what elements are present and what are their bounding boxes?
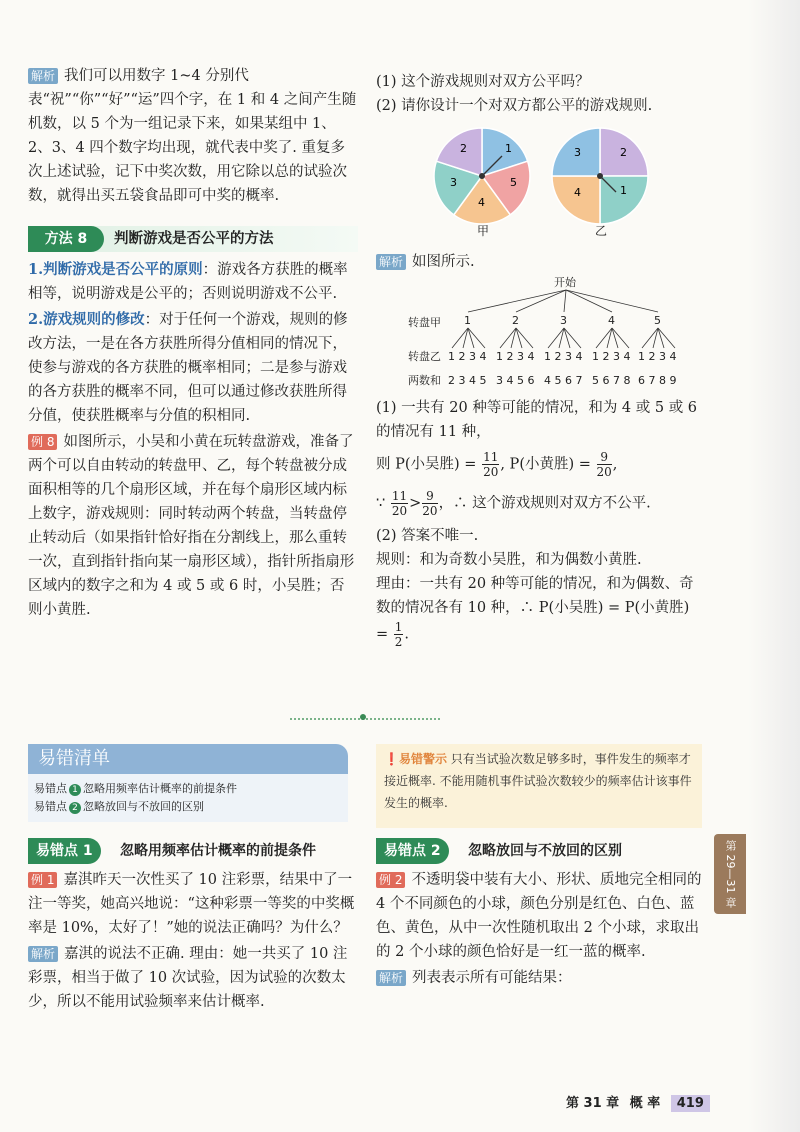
tree-diagram [376,272,702,394]
tree-sum-1: 2 3 4 5 [448,374,487,387]
frac-den: 20 [391,504,408,518]
tree-sum-4: 5 6 7 8 [592,374,631,387]
equals: = [376,626,389,643]
tree-b-group-4: 1 2 3 4 [592,350,631,363]
divider-dot [360,714,366,720]
warning-tag: 易错警示 [398,752,447,766]
rule-1 [28,258,358,306]
method-body [28,258,358,624]
rule-1-text: ：游戏各方获胜的概率相等，说明游戏是公平的；否则说明游戏不公平. [28,262,348,302]
tree-b-group-5: 1 2 3 4 [638,350,677,363]
frac-num: 1 [394,620,403,634]
warning-text: 只有当试验次数足够多时，事件发生的频率才接近概率. 不能用随机事件试验次数较少的频率估计该事件发生的概率. [384,752,692,810]
yicuo-list [28,774,348,822]
warning-box [376,744,702,828]
frac-den: 20 [422,504,438,518]
answer-1-p-huang: , P(小黄胜) = [500,456,591,473]
question-2: (2) 请你设计一个对双方都公平的游戏规则. [376,98,653,114]
frac-num: 9 [422,489,437,504]
rule-1-label: 1.判断游戏是否公平的原则 [28,261,203,278]
wheel-a-num-1: 1 [505,142,512,155]
left-column [28,64,358,210]
tree-sum-5: 6 7 8 9 [638,374,677,387]
tree-sum-2: 3 4 5 6 [496,374,535,387]
tree-row-sum-label: 两数和 [408,374,441,387]
err1-title: 忽略用频率估计概率的前提条件 [120,843,316,859]
wheel-b-num-4: 4 [574,186,581,199]
answer-1-line-2: 则 P(小吴胜) = $\frac{11}{20}$ , P(小黄胜) = $\frac{9}{20}$ , [376,450,618,479]
frac-den: 2 [394,635,403,649]
jiexi-text: 我们可以用数字 1~4 分别代表“祝”“你”“好”“运”四个字，在 1 和 4 之间产生随机数，以 5 个为一组记录下来，如果某组中 1、2、3、4 四个数字均出现，就代表中奖了. 重复多次上述试验，记下中奖次数，用它除以总的试验次数，就得出买五袋食品即可中奖的概率. [28,68,357,204]
answer-1-p-wu: 则 P(小吴胜) = [376,456,477,473]
jiexi-paragraph-1 [28,64,358,208]
frac-num: 11 [391,489,408,503]
rule-2-text: ：对于任何一个游戏，规则的修改方法，一是在各方获胜所得分值相同的情况下，使参与游戏的各方获胜的概率相同；二是参与游戏的各方获胜的概率不同，但可以通过修改获胜所得分值，使获胜概率与分值的积相同. [28,312,348,424]
yicuo-item-label: 易错点 [34,782,67,795]
wheel-a-label: 甲 [477,224,490,238]
answer-2-line-3: 理由：一共有 20 种等可能的情况，和为偶数、奇数的情况各有 10 种，∴ P(小吴胜) = P(小黄胜) [376,576,694,616]
yicuo-header: 易错清单 [28,744,348,774]
err1-example-badge: 例 1 [28,872,57,888]
tree-sum-3: 4 5 6 7 [544,374,583,387]
err2-tag: 易错点 2 [376,838,449,864]
answer-2-line-4: = $\frac{1}{2}$ . [376,620,410,649]
wheel-a [434,128,530,224]
warning-icon: ❗ [384,752,399,766]
err2-example [376,868,702,964]
tree-b-group-2: 1 2 3 4 [496,350,535,363]
jiexi-2-badge: 解析 [376,254,406,270]
footer-chapter: 第 31 章 [566,1096,620,1111]
yicuo-item-text: 忽略用频率估计概率的前提条件 [83,782,237,795]
yicuo-num-badge: 1 [69,784,81,796]
yicuo-item-label: 易错点 [34,800,67,813]
tree-a-2: 2 [512,314,519,327]
err1-example-text: 嘉淇昨天一次性买了 10 注彩票，结果中了一注一等奖，她高兴地说：“这种彩票一等奖的中奖概率是 10%，太好了！”她的说法正确吗？为什么？ [28,872,355,936]
footer-title: 概 率 [629,1096,661,1111]
wheel-b-num-3: 3 [574,146,581,159]
wheel-b-num-1: 1 [620,184,627,197]
fraction-1-2 [394,620,404,649]
answer-2-line-2: 规则：和为奇数小吴胜，和为偶数小黄胜. [376,552,642,568]
tree-row-a-label: 转盘甲 [408,316,441,329]
err2-example-badge: 例 2 [376,872,405,888]
right-column-questions [376,70,702,118]
wheel-b-num-2: 2 [620,146,627,159]
err1-header [28,838,358,864]
frac-den: 20 [483,465,499,479]
answer-1-line-1: (1) 一共有 20 种等可能的情况，和为 4 或 5 或 6 的情况有 11 种， [376,400,698,440]
err1-jiexi-badge: 解析 [28,946,58,962]
method-header [28,226,358,252]
answer-1-line-3 [376,489,702,518]
jiexi-badge: 解析 [28,68,58,84]
method-tag: 方法 8 [28,226,104,252]
wheel-a-num-4: 4 [478,196,485,209]
err2-header [376,838,702,864]
err1-jiexi-text: 嘉淇的说法不正确. 理由：她一共买了 10 注彩票，相当于做了 10 次试验，因为试验的次数太少，所以不能用试验频率来估计概率. [28,946,348,1010]
tree-row-b-label: 转盘乙 [408,350,441,363]
page-footer [566,1092,710,1111]
page-number: 419 [671,1095,710,1112]
fraction-11-20-b [391,489,408,518]
wheel-b-label: 乙 [595,224,608,238]
page-edge-shadow [748,0,800,1132]
err2-jiexi [376,966,702,990]
because-symbol: ∵ [376,495,386,512]
yicuo-item-2 [34,798,348,816]
wheel-a-num-2: 2 [460,142,467,155]
tree-start: 开始 [554,276,576,289]
jiexi-2 [376,250,702,274]
err2-jiexi-text: 列表表示所有可能结果： [412,970,572,986]
wheel-b [552,128,648,224]
err1-example [28,868,358,940]
answer-block [376,396,702,649]
chapter-side-tab[interactable]: 第 29—31 章 [714,834,746,914]
err2-title: 忽略放回与不放回的区别 [468,843,622,859]
question-1: (1) 这个游戏规则对双方公平吗？ [376,74,590,90]
tree-a-3: 3 [560,314,567,327]
yicuo-item-1 [34,780,348,798]
tree-a-1: 1 [464,314,471,327]
wheel-a-num-5: 5 [510,176,517,189]
fraction-9-20-b [422,489,437,518]
rule-2 [28,308,358,428]
fraction-11-20 [482,450,499,479]
frac-num: 11 [483,450,499,464]
example-8 [28,430,358,622]
spinner-wheels [430,124,660,242]
frac-den: 20 [596,465,612,479]
yicuo-num-badge: 2 [69,802,81,814]
frac-num: 9 [597,450,612,465]
tree-b-group-3: 1 2 3 4 [544,350,583,363]
method-title: 判断游戏是否公平的方法 [114,231,274,247]
err1-body [28,868,358,1016]
err1-tag: 易错点 1 [28,838,101,864]
err2-example-text: 不透明袋中装有大小、形状、质地完全相同的 4 个不同颜色的小球，颜色分别是红色、白色、蓝色、黄色，从中一次性随机取出 2 个小球，求取出的 2 个小球的颜色恰好是一红一蓝的概率. [376,872,702,960]
wheel-a-num-3: 3 [450,176,457,189]
fraction-9-20 [597,450,612,479]
answer-1-conclusion: ，∴ 这个游戏规则对双方不公平. [438,495,651,512]
err1-jiexi [28,942,358,1014]
tree-b-group-1: 1 2 3 4 [448,350,487,363]
yicuo-item-text: 忽略放回与不放回的区别 [83,800,204,813]
greater-than: > [409,495,422,512]
err2-body [376,868,702,992]
jiexi-2-text: 如图所示. [412,254,475,270]
example-text: 如图所示，小吴和小黄在玩转盘游戏，准备了两个可以自由转动的转盘甲、乙，每个转盘被分成面积相等的几个扇形区域，并在每个扇形区域内标上数字，游戏规则：同时转动两个转盘，当转盘停止转动后（如果指针恰好指在分割线上，那么重转一次，直到指针指向某一扇形区域），指针所指扇形区域内的数字之和为 4 或 5 或 6 时，小吴胜；否则小黄胜. [28,434,355,618]
answer-2-line-1: (2) 答案不唯一. [376,528,479,544]
err2-jiexi-badge: 解析 [376,970,406,986]
example-badge: 例 8 [28,434,57,450]
tree-a-5: 5 [654,314,661,327]
rule-2-label: 2.游戏规则的修改 [28,311,145,328]
tree-a-4: 4 [608,314,615,327]
